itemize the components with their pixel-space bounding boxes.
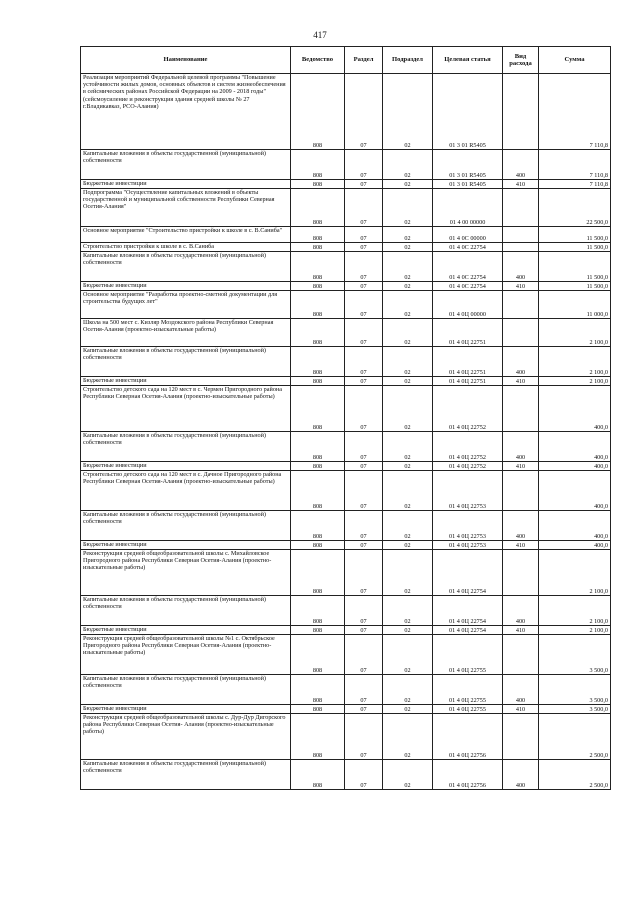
row-target-article: 01 4 0Ц 00000 xyxy=(433,291,503,319)
row-name: Бюджетные инвестиции xyxy=(81,377,291,386)
row-sum: 2 100,0 xyxy=(539,347,611,377)
row-section: 07 xyxy=(345,596,383,626)
row-target-article: 01 4 0Ц 22755 xyxy=(433,635,503,675)
row-name: Капитальные вложения в объекты государственной (муниципальной) собственности xyxy=(81,252,291,282)
row-name: Реконструкция средней общеобразовательной школы №1 с. Октябрьское Пригородного района Республики Северная Осетия-Алания (проектно-изыскательные работы) xyxy=(81,635,291,675)
row-sum: 22 500,0 xyxy=(539,189,611,227)
row-section: 07 xyxy=(345,227,383,243)
row-section: 07 xyxy=(345,471,383,511)
row-target-article: 01 4 0Ц 22753 xyxy=(433,511,503,541)
row-subsection: 02 xyxy=(383,550,433,596)
row-target-article: 01 4 0Ц 22752 xyxy=(433,386,503,432)
row-expense-type: 410 xyxy=(503,626,539,635)
row-name: Бюджетные инвестиции xyxy=(81,705,291,714)
row-sum: 7 110,8 xyxy=(539,74,611,150)
row-section: 07 xyxy=(345,74,383,150)
row-name: Капитальные вложения в объекты государственной (муниципальной) собственности xyxy=(81,150,291,180)
row-subsection: 02 xyxy=(383,252,433,282)
row-subsection: 02 xyxy=(383,291,433,319)
row-department: 808 xyxy=(291,760,345,790)
row-department: 808 xyxy=(291,596,345,626)
row-name: Реконструкция средней общеобразовательной школы с. Михайловское Пригородного района Республики Северная Осетия-Алания (проектно-изыскательные работы) xyxy=(81,550,291,596)
row-department: 808 xyxy=(291,675,345,705)
header-target-article: Целевая статья xyxy=(433,47,503,74)
header-section: Раздел xyxy=(345,47,383,74)
row-section: 07 xyxy=(345,180,383,189)
row-sum: 400,0 xyxy=(539,541,611,550)
row-subsection: 02 xyxy=(383,243,433,252)
row-section: 07 xyxy=(345,282,383,291)
row-expense-type: 410 xyxy=(503,282,539,291)
row-department: 808 xyxy=(291,511,345,541)
table-row xyxy=(81,282,611,291)
row-subsection: 02 xyxy=(383,432,433,462)
row-subsection: 02 xyxy=(383,386,433,432)
header-expense-type: Вид расхода xyxy=(503,47,539,74)
row-subsection: 02 xyxy=(383,541,433,550)
row-target-article: 01 4 0С 22754 xyxy=(433,243,503,252)
table-row xyxy=(81,227,611,243)
row-department: 808 xyxy=(291,714,345,760)
row-name: Реализация мероприятий Федеральной целевой программы "Повышение устойчивости жилых домов, основных объектов и систем жизнеобеспечения в сейсмических районах Российской Федерации на 2009 - 2018 годы" (сейсмоусиление и реконструкция здания средней школы № 27 г.Владикавказ, РСО-Алания) xyxy=(81,74,291,150)
row-name: Строительство пристройки к школе в с. В.Саниба xyxy=(81,243,291,252)
row-department: 808 xyxy=(291,319,345,347)
row-name: Капитальные вложения в объекты государственной (муниципальной) собственности xyxy=(81,596,291,626)
table-row xyxy=(81,675,611,705)
row-subsection: 02 xyxy=(383,189,433,227)
row-sum: 400,0 xyxy=(539,462,611,471)
table-row xyxy=(81,74,611,150)
row-department: 808 xyxy=(291,180,345,189)
row-subsection: 02 xyxy=(383,74,433,150)
row-expense-type xyxy=(503,471,539,511)
row-subsection: 02 xyxy=(383,347,433,377)
row-target-article: 01 4 0Ц 22751 xyxy=(433,319,503,347)
row-name: Капитальные вложения в объекты государственной (муниципальной) собственности xyxy=(81,760,291,790)
row-department: 808 xyxy=(291,291,345,319)
row-name: Школа на 500 мест с. Кизляр Моздокского района Республики Северная Осетия-Алания (проектно-изыскательные работы) xyxy=(81,319,291,347)
row-target-article: 01 4 0Ц 22751 xyxy=(433,347,503,377)
row-target-article: 01 4 0С 00000 xyxy=(433,227,503,243)
row-section: 07 xyxy=(345,319,383,347)
table-row xyxy=(81,319,611,347)
row-subsection: 02 xyxy=(383,705,433,714)
row-sum: 2 100,0 xyxy=(539,596,611,626)
row-expense-type: 410 xyxy=(503,541,539,550)
row-target-article: 01 3 01 R5405 xyxy=(433,180,503,189)
row-department: 808 xyxy=(291,347,345,377)
table-row xyxy=(81,541,611,550)
row-section: 07 xyxy=(345,462,383,471)
row-sum: 11 500,0 xyxy=(539,252,611,282)
row-department: 808 xyxy=(291,635,345,675)
row-sum: 2 500,0 xyxy=(539,714,611,760)
table-row xyxy=(81,432,611,462)
row-sum: 2 100,0 xyxy=(539,377,611,386)
row-sum: 3 500,0 xyxy=(539,675,611,705)
row-target-article: 01 4 0Ц 22756 xyxy=(433,760,503,790)
row-section: 07 xyxy=(345,189,383,227)
row-section: 07 xyxy=(345,675,383,705)
row-subsection: 02 xyxy=(383,227,433,243)
row-section: 07 xyxy=(345,432,383,462)
row-department: 808 xyxy=(291,550,345,596)
row-name: Бюджетные инвестиции xyxy=(81,180,291,189)
row-sum: 3 500,0 xyxy=(539,635,611,675)
table-body xyxy=(81,74,611,790)
table-row xyxy=(81,291,611,319)
row-department: 808 xyxy=(291,189,345,227)
row-name: Капитальные вложения в объекты государственной (муниципальной) собственности xyxy=(81,432,291,462)
row-sum: 11 500,0 xyxy=(539,227,611,243)
row-department: 808 xyxy=(291,252,345,282)
row-target-article: 01 4 0Ц 22754 xyxy=(433,550,503,596)
row-section: 07 xyxy=(345,541,383,550)
row-name: Бюджетные инвестиции xyxy=(81,282,291,291)
row-sum: 400,0 xyxy=(539,511,611,541)
row-subsection: 02 xyxy=(383,282,433,291)
row-expense-type xyxy=(503,227,539,243)
table-row xyxy=(81,635,611,675)
table-row xyxy=(81,760,611,790)
row-section: 07 xyxy=(345,291,383,319)
table-row xyxy=(81,150,611,180)
row-expense-type xyxy=(503,635,539,675)
table-row xyxy=(81,377,611,386)
table-row xyxy=(81,189,611,227)
row-sum: 2 100,0 xyxy=(539,626,611,635)
row-target-article: 01 3 01 R5405 xyxy=(433,74,503,150)
table-header-row xyxy=(81,47,611,74)
row-department: 808 xyxy=(291,282,345,291)
row-section: 07 xyxy=(345,252,383,282)
header-sum: Сумма xyxy=(539,47,611,74)
row-subsection: 02 xyxy=(383,377,433,386)
header-department: Ведомство xyxy=(291,47,345,74)
table-row xyxy=(81,386,611,432)
row-section: 07 xyxy=(345,150,383,180)
row-subsection: 02 xyxy=(383,760,433,790)
table-row xyxy=(81,243,611,252)
row-department: 808 xyxy=(291,377,345,386)
row-expense-type xyxy=(503,319,539,347)
header-subsection: Подраздел xyxy=(383,47,433,74)
table-row xyxy=(81,705,611,714)
row-section: 07 xyxy=(345,635,383,675)
row-section: 07 xyxy=(345,550,383,596)
row-subsection: 02 xyxy=(383,150,433,180)
row-expense-type xyxy=(503,74,539,150)
row-name: Капитальные вложения в объекты государственной (муниципальной) собственности xyxy=(81,675,291,705)
row-expense-type: 410 xyxy=(503,705,539,714)
table-row xyxy=(81,347,611,377)
row-department: 808 xyxy=(291,541,345,550)
row-target-article: 01 4 0Ц 22753 xyxy=(433,541,503,550)
row-name: Строительство детского сада на 120 мест в с. Дачное Пригородного района Республики Северная Осетия-Алания (проектно-изыскательные работы) xyxy=(81,471,291,511)
row-subsection: 02 xyxy=(383,714,433,760)
row-target-article: 01 4 0Ц 22756 xyxy=(433,714,503,760)
row-section: 07 xyxy=(345,760,383,790)
row-section: 07 xyxy=(345,347,383,377)
row-subsection: 02 xyxy=(383,471,433,511)
row-sum: 11 500,0 xyxy=(539,282,611,291)
row-department: 808 xyxy=(291,626,345,635)
row-sum: 7 110,8 xyxy=(539,150,611,180)
row-sum: 11 500,0 xyxy=(539,243,611,252)
row-target-article: 01 3 01 R5405 xyxy=(433,150,503,180)
row-sum: 2 100,0 xyxy=(539,550,611,596)
row-department: 808 xyxy=(291,150,345,180)
row-sum: 2 100,0 xyxy=(539,319,611,347)
row-section: 07 xyxy=(345,243,383,252)
row-expense-type: 400 xyxy=(503,760,539,790)
row-target-article: 01 4 0С 22754 xyxy=(433,282,503,291)
row-name: Основное мероприятие "Разработка проектно-сметной документации для строительства будущих лет" xyxy=(81,291,291,319)
row-section: 07 xyxy=(345,377,383,386)
row-name: Бюджетные инвестиции xyxy=(81,626,291,635)
table-row xyxy=(81,252,611,282)
row-section: 07 xyxy=(345,626,383,635)
row-target-article: 01 4 0Ц 22751 xyxy=(433,377,503,386)
row-expense-type xyxy=(503,243,539,252)
row-sum: 2 500,0 xyxy=(539,760,611,790)
row-expense-type: 400 xyxy=(503,596,539,626)
row-section: 07 xyxy=(345,386,383,432)
table-row xyxy=(81,180,611,189)
row-department: 808 xyxy=(291,432,345,462)
row-sum: 400,0 xyxy=(539,432,611,462)
row-section: 07 xyxy=(345,705,383,714)
row-subsection: 02 xyxy=(383,626,433,635)
row-name: Строительство детского сада на 120 мест в с. Чермен Пригородного района Республики Северная Осетия-Алания (проектно-изыскательные работы) xyxy=(81,386,291,432)
table-row xyxy=(81,714,611,760)
header-name: Наименование xyxy=(81,47,291,74)
row-name: Капитальные вложения в объекты государственной (муниципальной) собственности xyxy=(81,511,291,541)
row-expense-type: 400 xyxy=(503,150,539,180)
row-sum: 3 500,0 xyxy=(539,705,611,714)
row-expense-type: 400 xyxy=(503,511,539,541)
row-department: 808 xyxy=(291,227,345,243)
table-row xyxy=(81,596,611,626)
row-sum: 400,0 xyxy=(539,386,611,432)
row-expense-type: 400 xyxy=(503,252,539,282)
row-subsection: 02 xyxy=(383,596,433,626)
row-department: 808 xyxy=(291,462,345,471)
row-department: 808 xyxy=(291,74,345,150)
row-name: Капитальные вложения в объекты государственной (муниципальной) собственности xyxy=(81,347,291,377)
page-number: 417 xyxy=(313,30,327,40)
row-department: 808 xyxy=(291,705,345,714)
row-sum: 11 000,0 xyxy=(539,291,611,319)
row-expense-type: 400 xyxy=(503,675,539,705)
row-expense-type: 410 xyxy=(503,180,539,189)
row-target-article: 01 4 0Ц 22752 xyxy=(433,462,503,471)
row-name: Бюджетные инвестиции xyxy=(81,541,291,550)
row-sum: 7 110,8 xyxy=(539,180,611,189)
row-target-article: 01 4 0Ц 22755 xyxy=(433,705,503,714)
row-target-article: 01 4 0Ц 22754 xyxy=(433,626,503,635)
row-name: Бюджетные инвестиции xyxy=(81,462,291,471)
row-department: 808 xyxy=(291,386,345,432)
table-row xyxy=(81,550,611,596)
row-sum: 400,0 xyxy=(539,471,611,511)
row-subsection: 02 xyxy=(383,180,433,189)
row-expense-type: 410 xyxy=(503,377,539,386)
row-expense-type xyxy=(503,550,539,596)
row-expense-type: 410 xyxy=(503,462,539,471)
row-target-article: 01 4 00 00000 xyxy=(433,189,503,227)
budget-table xyxy=(80,46,611,790)
table-row xyxy=(81,471,611,511)
row-target-article: 01 4 0Ц 22753 xyxy=(433,471,503,511)
row-target-article: 01 4 0С 22754 xyxy=(433,252,503,282)
row-name: Подпрограмма "Осуществление капитальных вложений в объекты государственной и муниципальной собственности Республики Северная Осетия-Алания" xyxy=(81,189,291,227)
row-expense-type xyxy=(503,291,539,319)
row-section: 07 xyxy=(345,511,383,541)
row-subsection: 02 xyxy=(383,462,433,471)
row-expense-type: 400 xyxy=(503,347,539,377)
row-expense-type xyxy=(503,714,539,760)
row-expense-type xyxy=(503,386,539,432)
row-name: Основное мероприятие "Строительство пристройки к школе в с. В.Саниба" xyxy=(81,227,291,243)
table-row xyxy=(81,462,611,471)
row-target-article: 01 4 0Ц 22754 xyxy=(433,596,503,626)
row-subsection: 02 xyxy=(383,319,433,347)
row-expense-type xyxy=(503,189,539,227)
row-subsection: 02 xyxy=(383,511,433,541)
row-department: 808 xyxy=(291,243,345,252)
row-subsection: 02 xyxy=(383,635,433,675)
row-target-article: 01 4 0Ц 22752 xyxy=(433,432,503,462)
row-expense-type: 400 xyxy=(503,432,539,462)
row-target-article: 01 4 0Ц 22755 xyxy=(433,675,503,705)
table-row xyxy=(81,626,611,635)
row-subsection: 02 xyxy=(383,675,433,705)
row-name: Реконструкция средней общеобразовательной школы с. Дур-Дур Дигорского района Республики Северная Осетия- Алания (проектно-изыскательные работы) xyxy=(81,714,291,760)
table-row xyxy=(81,511,611,541)
row-department: 808 xyxy=(291,471,345,511)
row-section: 07 xyxy=(345,714,383,760)
